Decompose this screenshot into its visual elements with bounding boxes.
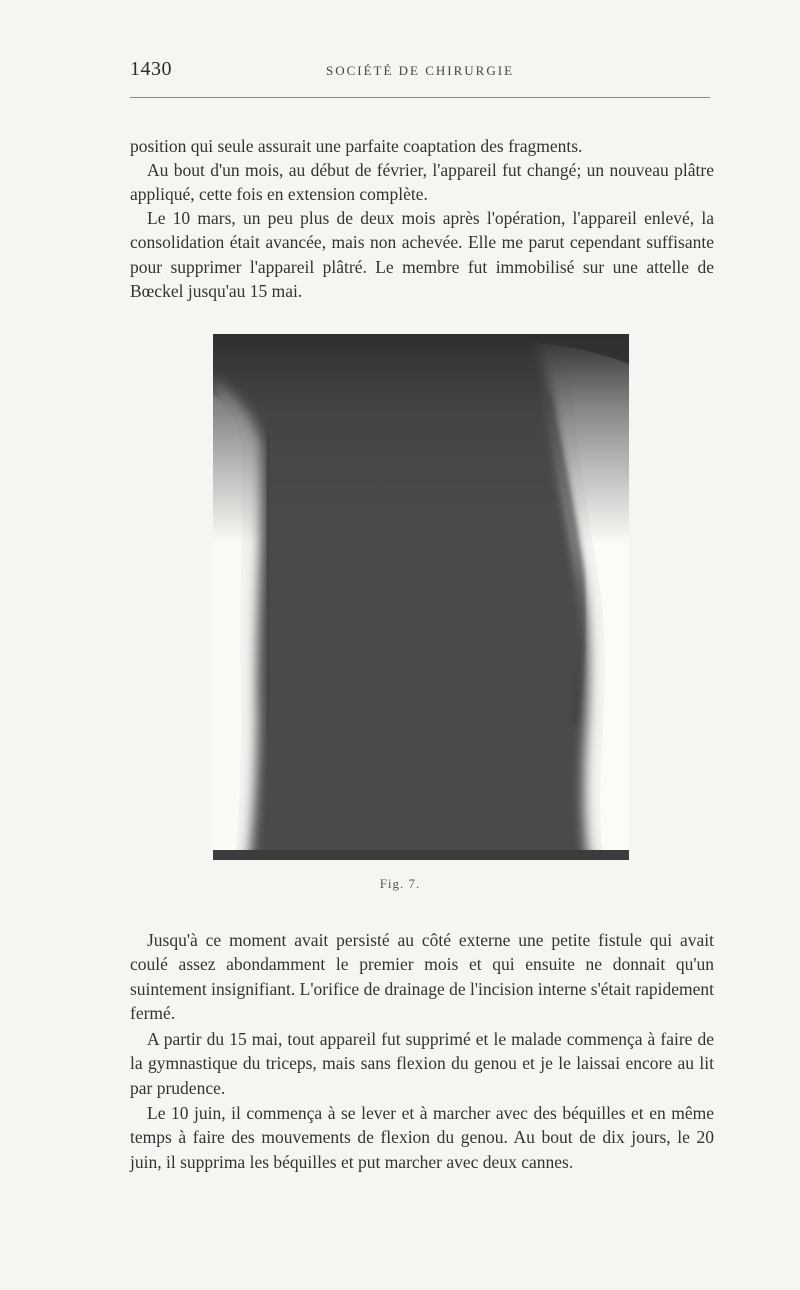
paragraph-marche: Le 10 juin, il commença à se lever et à marcher avec des béquilles et en même temps à faire des mouvements de flexion du genou. Au bout de dix jours, le 20 juin, il supprima les béquilles et put marcher avec deux cannes. — [130, 1102, 714, 1172]
paragraph-fistule: Jusqu'à ce moment avait persisté au côté externe une petite fistule qui avait coulé assez abondamment le premier mois et qui ensuite ne donnait qu'un suintement insignifiant. L'orifice de drainage de l'incision interne s'était rapidement fermé. — [130, 929, 714, 1024]
paragraph-gymnastique: A partir du 15 mai, tout appareil fut supprimé et le malade commença à faire de la gymnastique du triceps, mais sans flexion du genou et je le laissai encore au lit par prudence. — [130, 1028, 714, 1098]
paragraph-consolidation: Le 10 mars, un peu plus de deux mois après l'opération, l'appareil enlevé, la consolidation était avancée, mais non achevée. Elle me parut cependant suffisante pour supprimer l'appareil plâtré. Le membre fut immobilisé sur une attelle de Bœckel jusqu'au 15 mai. — [130, 207, 714, 302]
top-gradient-shadow — [213, 334, 629, 860]
page-number: 1430 — [130, 58, 172, 80]
paragraph-continuation: position qui seule assurait une parfaite coaptation des fragments. — [130, 135, 583, 156]
figure-caption: Fig. 7. — [379, 876, 421, 891]
radiograph-figure — [213, 334, 629, 860]
bone-edge-left — [268, 434, 269, 734]
header-rule — [130, 97, 710, 98]
paragraph-appareil-change: Au bout d'un mois, au début de février, l'appareil fut changé; un nouveau plâtre appliqué, cette fois en extension complète. — [130, 159, 714, 205]
running-head: SOCIÉTÉ DE CHIRURGIE — [325, 63, 515, 78]
bottom-edge — [213, 850, 629, 860]
page-header — [130, 58, 710, 88]
radiograph-image — [213, 334, 629, 860]
